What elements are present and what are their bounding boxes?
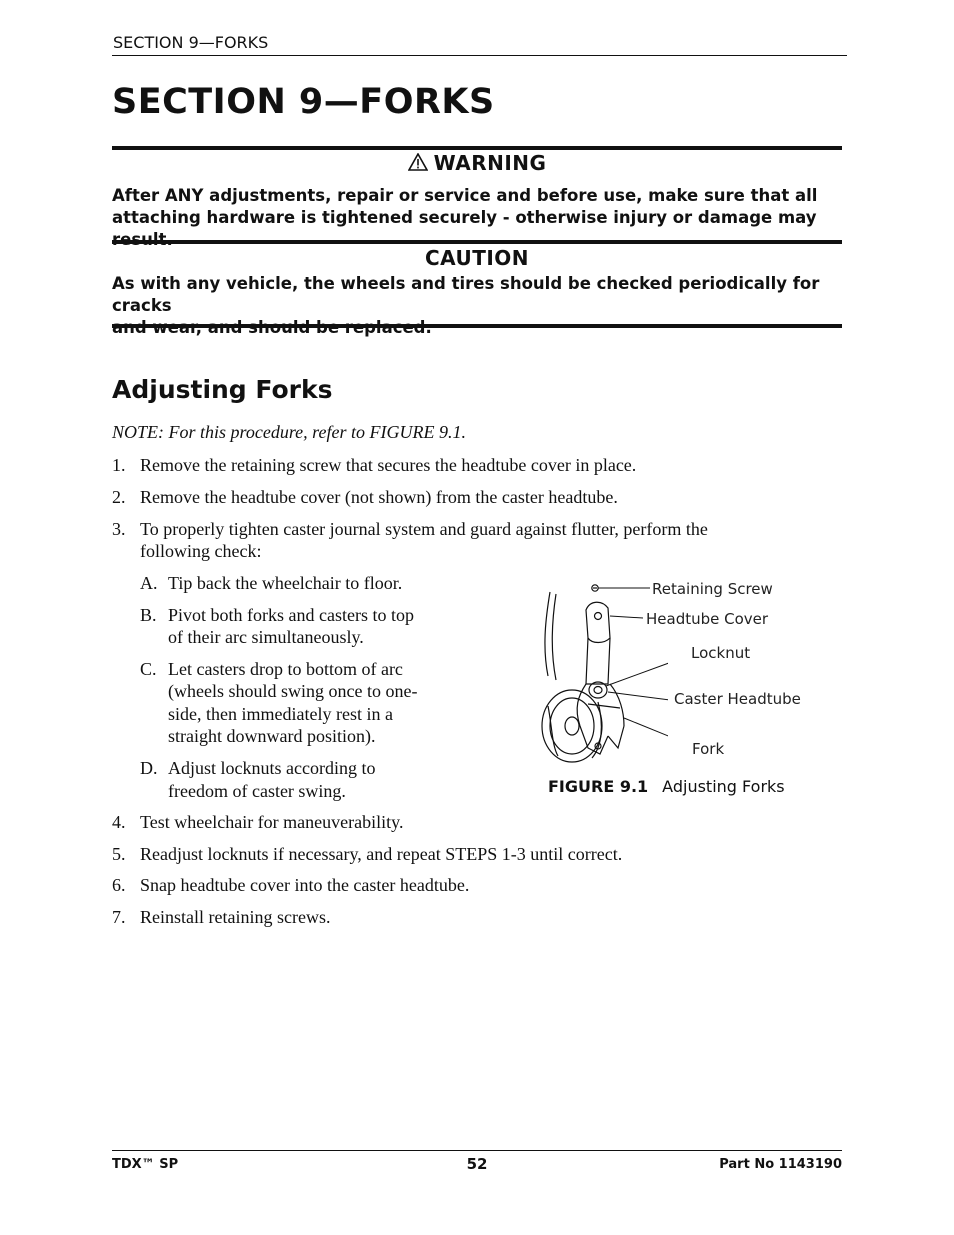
step-text: Reinstall retaining screws. bbox=[140, 907, 331, 927]
caution-text-line bbox=[112, 317, 842, 339]
procedure-note: NOTE: For this procedure, refer to FIGURE 9.1. bbox=[112, 422, 466, 442]
step-number: 7. bbox=[112, 907, 126, 927]
step-text: Remove the headtube cover (not shown) from the caster headtube. bbox=[140, 487, 618, 507]
subsection-title: Adjusting Forks bbox=[112, 375, 333, 404]
header-rule bbox=[112, 55, 847, 56]
caution-text-line: As with any vehicle, the wheels and tires should be checked periodically for cracks bbox=[112, 274, 820, 315]
figure-caption-text: Adjusting Forks bbox=[662, 777, 785, 796]
step-text: To properly tighten caster journal system and guard against flutter, perform the bbox=[140, 519, 708, 539]
substep-text: straight downward position). bbox=[168, 726, 376, 746]
figure-label-retaining-screw: Retaining Screw bbox=[652, 580, 773, 598]
step-number: 3. bbox=[112, 519, 126, 539]
substep-text: Adjust locknuts according to bbox=[168, 758, 376, 778]
footer-rule bbox=[112, 1150, 842, 1151]
step-text: Snap headtube cover into the caster headtube. bbox=[140, 875, 470, 895]
substep-text: Let casters drop to bottom of arc bbox=[168, 659, 403, 679]
figure-label-locknut: Locknut bbox=[691, 644, 751, 662]
page-number: 52 bbox=[466, 1155, 488, 1173]
step-number: 4. bbox=[112, 812, 126, 832]
substep-letter: C. bbox=[140, 659, 157, 679]
substep-text: freedom of caster swing. bbox=[168, 781, 346, 801]
section-title: SECTION 9—FORKS bbox=[112, 82, 495, 122]
substep-text: Pivot both forks and casters to top bbox=[168, 605, 414, 625]
caution-text bbox=[112, 273, 842, 339]
warning-text-line: After ANY adjustments, repair or service and before use, make sure that all bbox=[112, 186, 818, 205]
figure-number: FIGURE 9.1 bbox=[548, 777, 649, 796]
warning-triangle-icon bbox=[408, 152, 428, 176]
step-text: Remove the retaining screw that secures the headtube cover in place. bbox=[140, 455, 637, 475]
substep-text: (wheels should swing once to one- bbox=[168, 681, 418, 701]
substep-text: Tip back the wheelchair to floor. bbox=[168, 573, 403, 593]
step-number: 5. bbox=[112, 844, 126, 864]
step-text: Readjust locknuts if necessary, and repeat STEPS 1-3 until correct. bbox=[140, 844, 623, 864]
fork-illustration bbox=[528, 576, 668, 766]
caution-title: CAUTION bbox=[424, 246, 530, 270]
running-head: SECTION 9—FORKS bbox=[113, 33, 269, 52]
substep-letter: B. bbox=[140, 605, 157, 625]
substep-letter: A. bbox=[140, 573, 158, 593]
step-text: Test wheelchair for maneuverability. bbox=[140, 812, 404, 832]
step-text: following check: bbox=[140, 541, 262, 561]
substep-text: side, then immediately rest in a bbox=[168, 704, 393, 724]
figure-label-caster-headtube: Caster Headtube bbox=[674, 690, 801, 708]
warning-title-text: WARNING bbox=[433, 151, 547, 175]
step-number: 2. bbox=[112, 487, 126, 507]
footer-product: TDX™ SP bbox=[112, 1157, 179, 1172]
figure-label-headtube-cover: Headtube Cover bbox=[646, 610, 769, 628]
footer-part-number: Part No 1143190 bbox=[719, 1157, 842, 1172]
warning-title bbox=[112, 151, 842, 176]
figure-caption bbox=[548, 777, 785, 796]
substep-text: of their arc simultaneously. bbox=[168, 627, 364, 647]
caution-top-rule bbox=[112, 240, 842, 244]
step-number: 6. bbox=[112, 875, 126, 895]
warning-text-line: attaching hardware is tightened securely - otherwise injury or damage may bbox=[112, 208, 817, 227]
warning-top-rule bbox=[112, 146, 842, 150]
substep-letter: D. bbox=[140, 758, 158, 778]
step-number: 1. bbox=[112, 455, 126, 475]
caution-bottom-rule bbox=[112, 324, 842, 328]
figure-label-fork: Fork bbox=[692, 740, 725, 758]
